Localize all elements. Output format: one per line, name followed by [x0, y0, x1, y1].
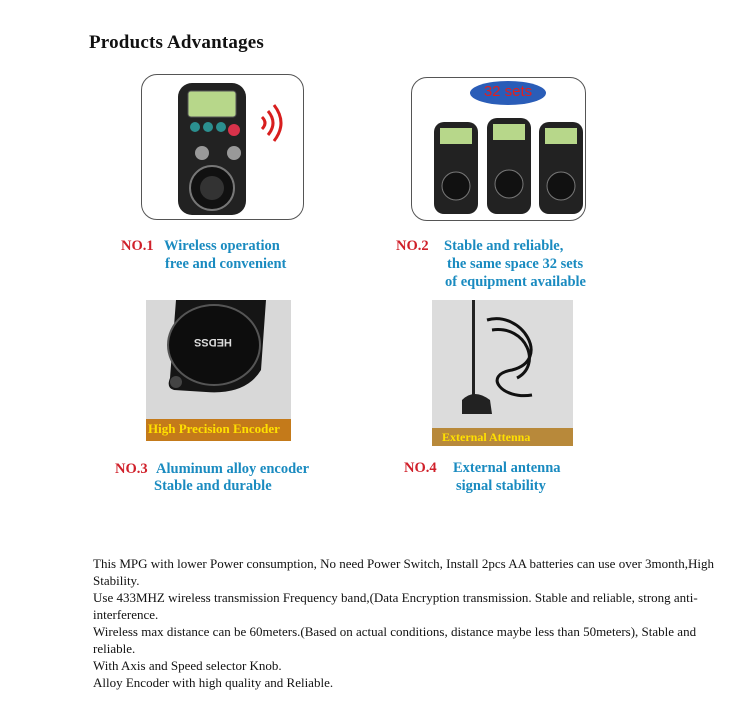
page-title: Products Advantages [89, 32, 264, 53]
feature-2-line2: the same space 32 sets [447, 256, 584, 272]
encoder-badge-label: High Precision Encoder [148, 421, 280, 436]
sets-bubble-label: 32 sets [483, 83, 533, 100]
feature-3-line2: Stable and durable [154, 478, 272, 494]
feature-1-line2: free and convenient [165, 256, 287, 272]
feature-2-line3: of equipment available [445, 274, 586, 290]
feature-3-number: NO.3 [115, 461, 148, 477]
wireless-handwheel-card [141, 74, 304, 220]
feature-4-number: NO.4 [404, 460, 437, 476]
wireless-handwheel-image [142, 75, 303, 219]
feature-2-number: NO.2 [396, 238, 429, 254]
multi-handwheel-card [411, 77, 586, 221]
feature-2-line1: Stable and reliable, [444, 238, 564, 254]
feature-1-line1: Wireless operation [164, 238, 280, 254]
antenna-photo [432, 300, 573, 446]
feature-1-number: NO.1 [121, 238, 154, 254]
encoder-brand-text: HEDSS [194, 336, 232, 348]
antenna-image [432, 300, 573, 446]
antenna-badge-label: External Attenna [442, 430, 531, 444]
description-line-4: With Axis and Speed selector Knob. [93, 658, 282, 673]
product-description [93, 555, 738, 691]
feature-3-line1: Aluminum alloy encoder [156, 461, 310, 477]
feature-4-line1: External antenna [453, 460, 561, 476]
description-line-1: This MPG with lower Power consumption, No need Power Switch, Install 2pcs AA batteries can use over 3month,High Stability. [93, 556, 715, 588]
encoder-photo [146, 300, 291, 441]
feature-4-line2: signal stability [456, 478, 546, 494]
description-line-2: Use 433MHZ wireless transmission Frequency band,(Data Encryption transmission. Stable and reliable, strong anti-interference. [93, 590, 698, 622]
description-line-5: Alloy Encoder with high quality and Reliable. [93, 675, 334, 690]
description-line-3: Wireless max distance can be 60meters.(Based on actual conditions, distance maybe less than 50meters), Stable and reliable. [93, 624, 697, 656]
